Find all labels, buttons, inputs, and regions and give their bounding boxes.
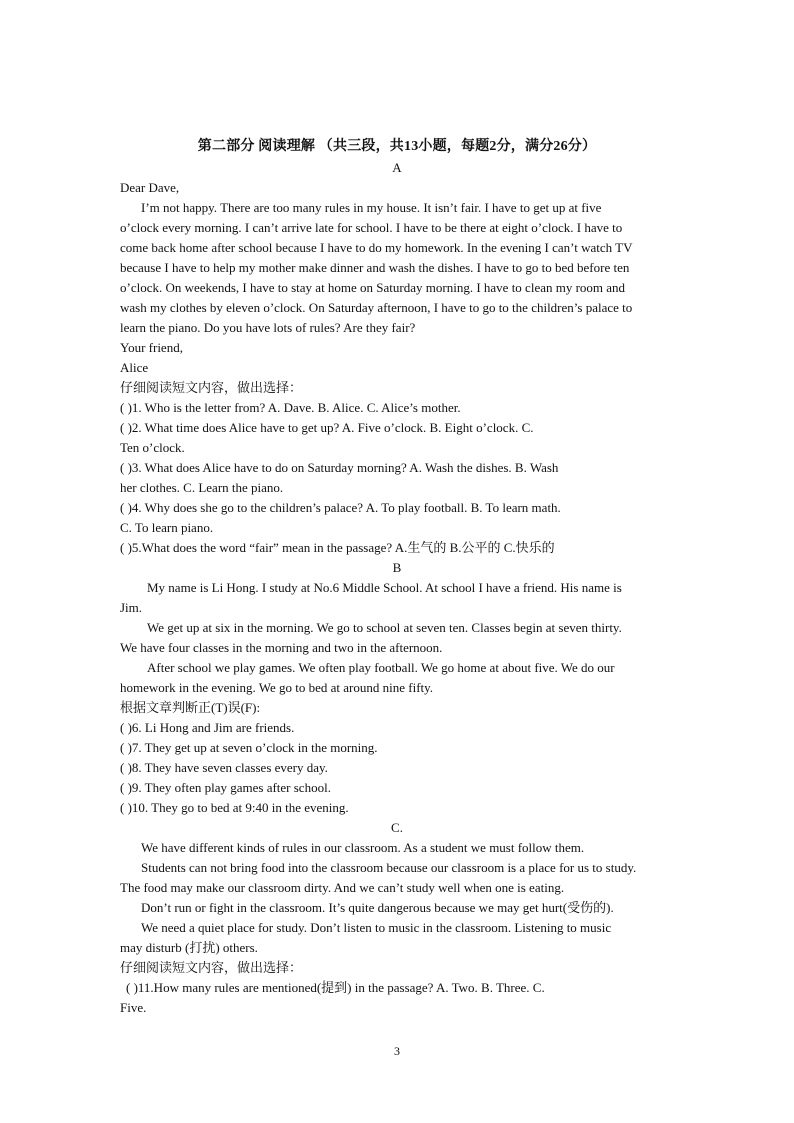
question-10: ( )10. They go to bed at 9:40 in the evening. bbox=[120, 800, 349, 815]
passage-a-line: learn the piano. Do you have lots of rules? Are they fair? bbox=[120, 320, 416, 335]
passage-c-paragraph: We need a quiet place for study. Don’t listen to music in the classroom. Listening to music bbox=[141, 920, 612, 935]
question-11-continued: Five. bbox=[120, 1000, 147, 1015]
letter-closing: Your friend, bbox=[120, 340, 183, 355]
passage-b-line: We have four classes in the morning and two in the afternoon. bbox=[120, 640, 443, 655]
passage-a-line: o’clock. On weekends, I have to stay at home on Saturday morning. I have to clean my room and bbox=[120, 280, 626, 295]
passage-c-paragraph: We have different kinds of rules in our classroom. As a student we must follow them. bbox=[141, 840, 585, 855]
passage-b-paragraph: We get up at six in the morning. We go to school at seven ten. Classes begin at seven thirty. bbox=[147, 620, 622, 635]
passage-c-line: may disturb (打扰) others. bbox=[120, 940, 258, 955]
page-number: 3 bbox=[394, 1044, 400, 1058]
question-11: ( )11.How many rules are mentioned(提到) in the passage? A. Two. B. Three. C. bbox=[126, 980, 545, 995]
letter-greeting: Dear Dave, bbox=[120, 180, 180, 195]
passage-c-paragraph: Students can not bring food into the classroom because our classroom is a place for us to study. bbox=[141, 860, 637, 875]
question-3-continued: her clothes. C. Learn the piano. bbox=[120, 480, 284, 495]
passage-a-line: wash my clothes by eleven o’clock. On Saturday afternoon, I have to go to the children’s palace to bbox=[120, 300, 633, 315]
passage-a-line: because I have to help my mother make dinner and wash the dishes. I have to go to bed before ten bbox=[120, 260, 630, 275]
passage-b-label: B bbox=[392, 560, 402, 575]
passage-b-line: homework in the evening. We go to bed at around nine fifty. bbox=[120, 680, 434, 695]
passage-a-line: come back home after school because I have to do my homework. In the evening I can’t watch TV bbox=[120, 240, 633, 255]
passage-b-instruction: 根据文章判断正(T)误(F): bbox=[120, 700, 261, 715]
passage-b-paragraph: My name is Li Hong. I study at No.6 Middle School. At school I have a friend. His name is bbox=[147, 580, 622, 595]
question-4-continued: C. To learn piano. bbox=[120, 520, 214, 535]
question-7: ( )7. They get up at seven o’clock in the morning. bbox=[120, 740, 378, 755]
question-6: ( )6. Li Hong and Jim are friends. bbox=[120, 720, 295, 735]
question-4: ( )4. Why does she go to the children’s palace? A. To play football. B. To learn math. bbox=[120, 500, 561, 515]
passage-a-label: A bbox=[392, 160, 402, 175]
passage-c-line: The food may make our classroom dirty. And we can’t study well when one is eating. bbox=[120, 880, 565, 895]
passage-a-paragraph: I’m not happy. There are too many rules in my house. It isn’t fair. I have to get up at five bbox=[141, 200, 602, 215]
question-8: ( )8. They have seven classes every day. bbox=[120, 760, 328, 775]
question-2: ( )2. What time does Alice have to get up? A. Five o’clock. B. Eight o’clock. C. bbox=[120, 420, 534, 435]
passage-c-label: C. bbox=[391, 820, 403, 835]
passage-c-paragraph: Don’t run or fight in the classroom. It’s quite dangerous because we may get hurt(受伤的). bbox=[141, 900, 614, 915]
question-1: ( )1. Who is the letter from? A. Dave. B. Alice. C. Alice’s mother. bbox=[120, 400, 461, 415]
section-title: 第二部分 阅读理解 （共三段，共13小题，每题2分，满分26分） bbox=[197, 139, 597, 154]
passage-c-instruction: 仔细阅读短文内容，做出选择： bbox=[120, 960, 303, 975]
passage-b-paragraph: After school we play games. We often play football. We go home at about five. We do our bbox=[147, 660, 615, 675]
passage-a-instruction: 仔细阅读短文内容，做出选择： bbox=[120, 380, 303, 395]
question-2-continued: Ten o’clock. bbox=[120, 440, 185, 455]
question-9: ( )9. They often play games after school. bbox=[120, 780, 331, 795]
question-3: ( )3. What does Alice have to do on Saturday morning? A. Wash the dishes. B. Wash bbox=[120, 460, 559, 475]
passage-b-line: Jim. bbox=[120, 600, 143, 615]
letter-signature: Alice bbox=[120, 360, 149, 375]
question-5: ( )5.What does the word “fair” mean in the passage? A.生气的 B.公平的 C.快乐的 bbox=[120, 540, 555, 555]
passage-a-line: o’clock every morning. I can’t arrive late for school. I have to be there at eight o’clock. I have to bbox=[120, 220, 623, 235]
